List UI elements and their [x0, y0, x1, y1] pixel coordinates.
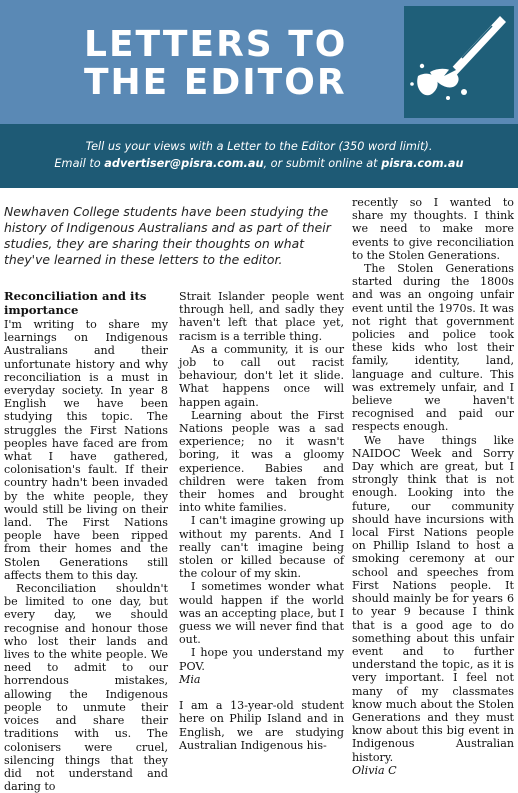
intro-text: Newhaven College students have been studying the history of Indigenous Australians and as part of their studies, they are sharing their thoughts on what they've learned in these letters to the editor.	[4, 204, 331, 267]
fountain-pen-ink-splash-icon	[404, 6, 514, 118]
info-line-1: Tell us your views with a Letter to the Editor (350 word limit).	[85, 140, 433, 153]
email-link[interactable]: advertiser@pisra.com.au	[104, 157, 264, 170]
info-line-2	[0, 155, 518, 172]
letter-2-paragraph: I am a 13-year-old student here on Philip Island and in English, we are studying Australian Indigenous his-	[179, 699, 344, 752]
letter-1-signature: Mia	[179, 672, 201, 686]
letter-1-paragraph: As a community, it is our job to call out racist behaviour, don't let it slide. What happens once will happen again.	[179, 342, 344, 409]
letter-1-paragraph: I can't imagine growing up without my parents. And I really can't imagine being stolen or killed because of the colour of my skin.	[179, 514, 344, 581]
letter-1-paragraph: I'm writing to share my learnings on Indigenous Australians and their unfortunate history and why reconciliation is a must in everyday society. In year 8 English we have been studying this topic. The struggles the First Nations peoples have faced are from what I have gathered, colonisation's fault. If their country hadn't been invaded by the white people, they would still be living on their land. The First Nations people have been ripped from their homes and the Stolen Generations still affects them to this day.	[4, 318, 168, 582]
submission-info-band	[0, 124, 518, 188]
column-2	[179, 290, 344, 752]
letter-1-headline: Reconciliation and its importance	[4, 289, 147, 317]
letter-2-paragraph: recently so I wanted to share my thoughts. I think we need to make more events to give reconciliation to the Stolen Generations.	[352, 196, 514, 262]
title-line-2: THE EDITOR	[84, 62, 347, 103]
letter-2-paragraph: We have things like NAIDOC Week and Sorry Day which are great, but I strongly think that is not enough. Looking into the future, our community should have incursions with local First Nations people on Phillip Island to host a smoking ceremony at our school and speeches from First Nations people. It should mainly be for years 6 to year 9 because I think that is a good age to do something about this unfair event and to further understand the topic, as it is very important. I feel not many of my classmates know much about the Stolen Generations and they must know about this big event in Indigenous Australian history.	[352, 433, 514, 764]
letter-2-paragraph: The Stolen Generations started during the 1800s and was an ongoing unfair event until the 1970s. It was not right that government policies and police took these kids who lost their family, identity, land, language and culture. This was extremely unfair, and I believe we haven't recognised and paid our respects enough.	[352, 262, 514, 434]
title-line-1: LETTERS TO	[84, 24, 348, 65]
letter-1-paragraph: I sometimes wonder what would happen if the world was an accepting place, but I guess we will never find that out.	[179, 580, 344, 647]
info-email-prefix: Email to	[54, 157, 105, 170]
letter-1-paragraph: Strait Islander people went through hell, and sadly they haven't left that place yet, racism is a terrible thing.	[179, 290, 344, 343]
info-web-prefix: , or submit online at	[263, 157, 382, 170]
page-title	[84, 26, 404, 102]
pen-illustration-box	[404, 6, 514, 118]
letter-1-paragraph: Reconciliation shouldn't be limited to one day, but every day, we should recognise and honour those who lost their lands and lives to the white people. We need to admit to our horrendous mistakes, allowing the Indigenous people to unmute their voices and share their traditions with us. The colonisers were cruel, silencing things that they did not understand and daring to	[4, 582, 168, 793]
masthead	[0, 0, 518, 124]
letter-1-paragraph: I hope you understand my POV.	[179, 646, 344, 673]
letter-2-signature: Olivia C	[352, 763, 397, 777]
letter-1-paragraph: Learning about the First Nations people was a sad experience; no it wasn't boring, it was a gloomy experience. Babies and children were taken from their homes and brought into white families.	[179, 408, 344, 515]
column-1	[4, 318, 168, 793]
website-link[interactable]: pisra.com.au	[381, 157, 464, 170]
column-3	[352, 196, 514, 777]
